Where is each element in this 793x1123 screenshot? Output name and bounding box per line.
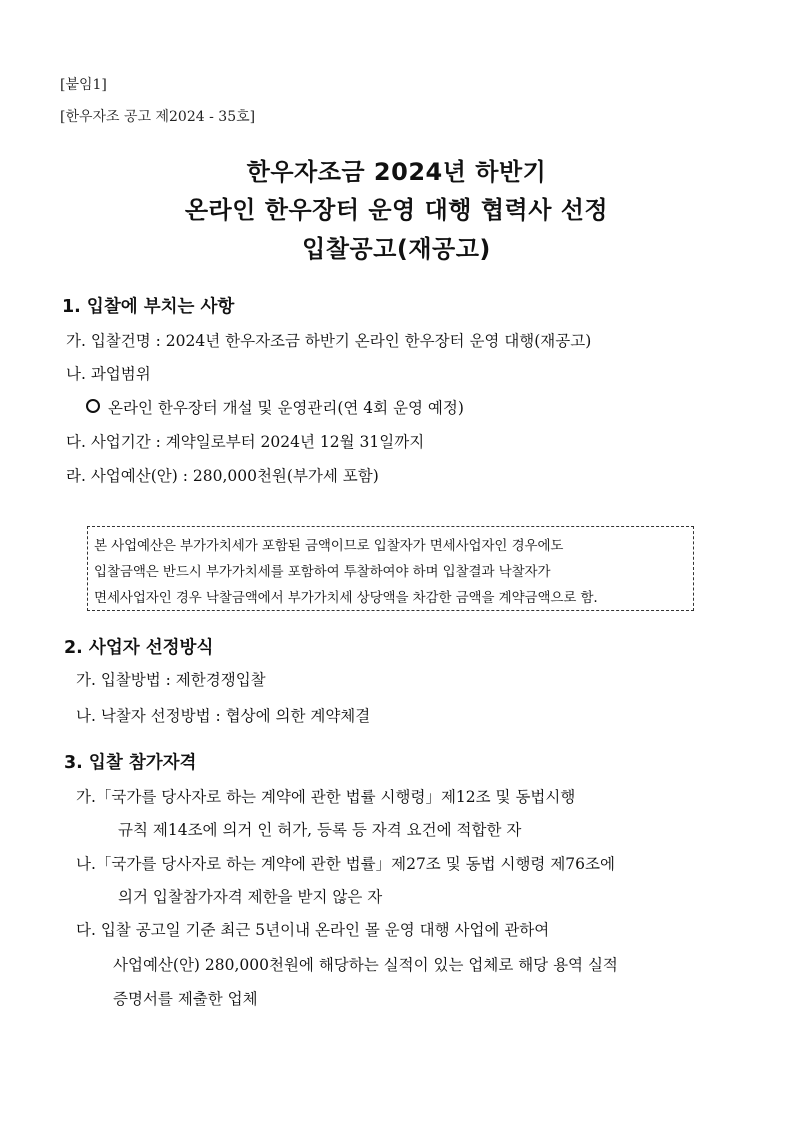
section-1-item-na-sub [86,396,464,418]
section-3-item-na-line-1: 나.「국가를 당사자로 하는 계약에 관한 법률」제27조 및 동법 시행령 제76조에 [76,855,615,873]
section-3-item-da-line-2: 사업예산(안) 280,000천원에 해당하는 실적이 있는 업체로 해당 용역 실적 [113,956,618,974]
section-1-item-na-sub-text: 온라인 한우장터 개설 및 운영관리(연 4회 운영 예정) [108,399,464,417]
section-1-item-ra: 라. 사업예산(안) : 280,000천원(부가세 포함) [66,467,379,485]
notice-line-2: 입찰금액은 반드시 부가가치세를 포함하여 투찰하여야 하며 입찰결과 낙찰자가 [94,564,551,580]
section-2-item-na: 나. 낙찰자 선정방법 : 협상에 의한 계약체결 [76,707,371,725]
section-2-heading: 2. 사업자 선정방식 [64,638,214,658]
attachment-label: [붙임1] [60,77,107,93]
title-line-3: 입찰공고(재공고) [302,235,491,263]
notice-line-1: 본 사업예산은 부가가치세가 포함된 금액이므로 입찰자가 면세사업자인 경우에도 [94,538,564,554]
section-1-heading: 1. 입찰에 부치는 사항 [62,297,235,317]
notice-number: [한우자조 공고 제2024 - 35호] [60,109,256,125]
circle-bullet-icon [86,399,100,413]
section-3-item-na-line-2: 의거 입찰참가자격 제한을 받지 않은 자 [118,888,383,906]
notice-line-3: 면세사업자인 경우 낙찰금액에서 부가가치세 상당액을 차감한 금액을 계약금액으로 함. [94,590,598,606]
section-1-item-na: 나. 과업범위 [66,365,151,383]
section-3-item-da-line-1: 다. 입찰 공고일 기준 최근 5년이내 온라인 몰 운영 대행 사업에 관하여 [76,921,550,939]
section-1-item-da: 다. 사업기간 : 계약일로부터 2024년 12월 31일까지 [66,433,425,451]
section-3-heading: 3. 입찰 참가자격 [64,753,197,773]
section-2-item-ga: 가. 입찰방법 : 제한경쟁입찰 [76,671,266,689]
title-line-2: 온라인 한우장터 운영 대행 협력사 선정 [184,196,609,224]
section-1-item-ga: 가. 입찰건명 : 2024년 한우자조금 하반기 온라인 한우장터 운영 대행(재공고) [66,332,592,350]
section-3-item-da-line-3: 증명서를 제출한 업체 [113,990,258,1008]
section-3-item-ga-line-1: 가.「국가를 당사자로 하는 계약에 관한 법률 시행령」제12조 및 동법시행 [76,788,576,806]
section-3-item-ga-line-2: 규칙 제14조에 의거 인 허가, 등록 등 자격 요건에 적합한 자 [118,821,522,839]
title-line-1: 한우자조금 2024년 하반기 [246,158,547,186]
